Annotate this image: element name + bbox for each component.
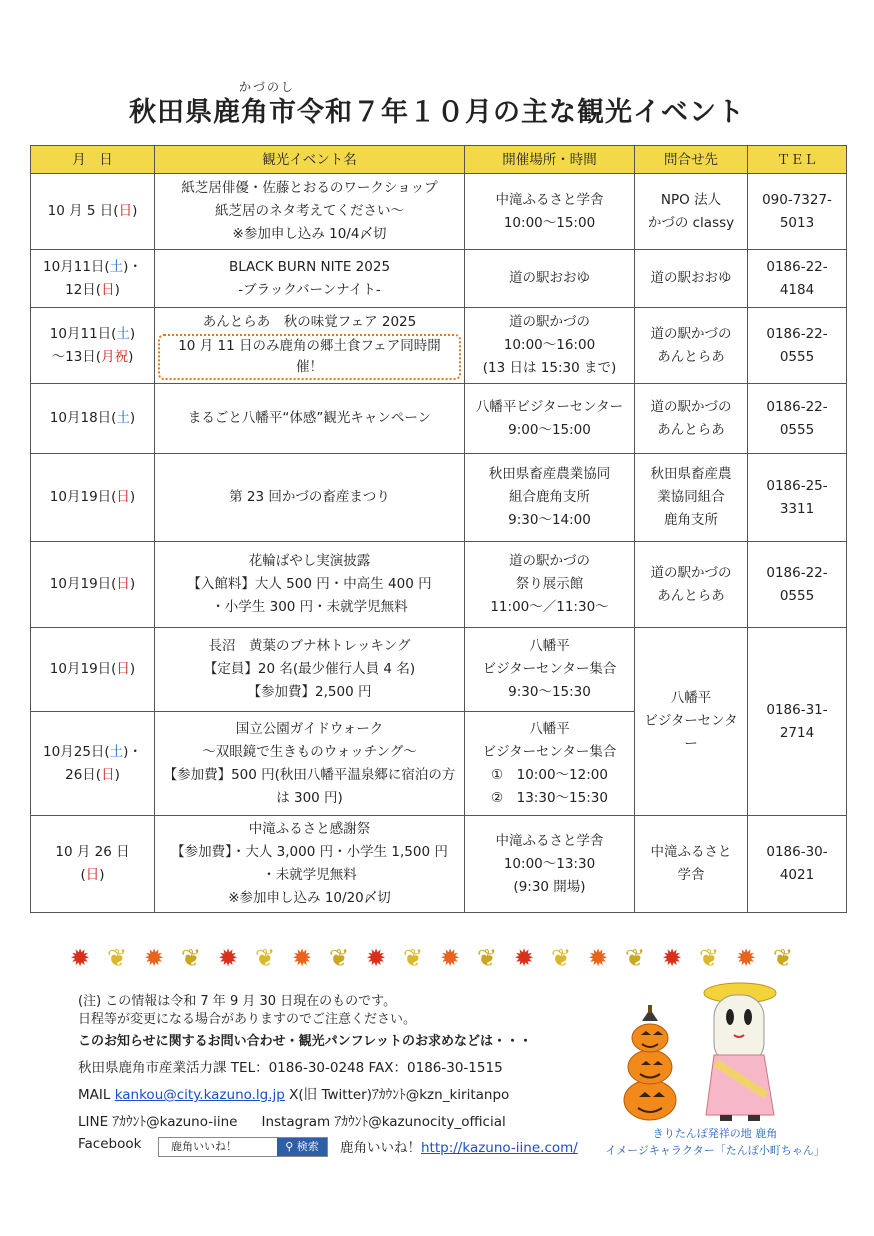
cell-event [155, 384, 465, 454]
cell-tel-line: 4021 [779, 867, 815, 883]
cell-tel-line: 0186-30- [766, 844, 828, 860]
header-event: 観光イベント名 [155, 146, 465, 174]
ginkgo-leaf-icon: ❦ [403, 944, 424, 972]
date-text: 12日( [65, 281, 102, 298]
tanpo-komachi-character-icon [704, 983, 776, 1121]
cell-place-line: 10:00～16:00 [503, 337, 596, 353]
maple-leaf-icon: ✹ [292, 944, 313, 972]
cell-place-line: 祭り展示館 [515, 576, 584, 592]
cell-tel-line: 0186-31- [766, 701, 828, 718]
cell-event-line: ・未就学児無料 [262, 867, 357, 883]
ginkgo-leaf-icon: ❦ [329, 944, 350, 972]
note-date: (注) この情報は令和 7 年 9 月 30 日現在のものです。 [78, 994, 397, 1009]
cell-event-line: 【定員】20 名(最少催行人員 4 名) [203, 661, 416, 677]
date-text: 10 月 26 日 [55, 844, 130, 860]
cell-tel-line: 0186-25- [766, 477, 828, 494]
cell-event-line: -ブラックバーンナイト- [238, 281, 381, 298]
ginkgo-leaf-icon: ❦ [181, 944, 202, 972]
cell-tel-line: 0186-22- [766, 258, 828, 275]
cell-place-line: 秋田県畜産農業協同 [488, 466, 611, 482]
cell-contact-line: かづの classy [647, 214, 735, 231]
cell-event-line: ※参加申し込み 10/4〆切 [232, 226, 387, 242]
cell-event [155, 816, 465, 913]
cell-place-line: 9:00～15:00 [508, 421, 591, 438]
cell-tel-line: 0186-22- [766, 325, 828, 342]
header-tel: ＴＥＬ [748, 146, 847, 174]
cell-contact [635, 384, 748, 454]
cell-contact-line: 業協同組合 [657, 489, 725, 505]
date-text: ) [129, 489, 136, 505]
cell-date [31, 542, 155, 628]
ginkgo-leaf-icon: ❦ [107, 944, 128, 972]
date-text: ) [129, 410, 136, 426]
cell-tel [748, 816, 847, 913]
ginkgo-leaf-icon: ❦ [551, 944, 572, 972]
maple-leaf-icon: ✹ [588, 944, 609, 972]
facebook-search-label: 検索 [296, 1140, 319, 1153]
weekday-label: 日 [118, 203, 133, 219]
header-date: 月 日 [31, 146, 155, 174]
cell-tel-line: 3311 [779, 500, 815, 517]
weekday-label: 日 [116, 661, 130, 677]
cell-place-line: 中滝ふるさと学舎 [495, 832, 604, 849]
cell-event [155, 628, 465, 712]
cell-place-line: 組合鹿角支所 [509, 489, 590, 505]
date-text: 10月25日( [43, 743, 110, 760]
cell-place [465, 712, 635, 816]
cell-contact-line: 鹿角支所 [664, 512, 718, 528]
cell-date [31, 712, 155, 816]
cell-tel-line: 0555 [779, 587, 815, 604]
sns-line [78, 1110, 506, 1130]
facebook-label: Facebook [78, 1136, 142, 1152]
ginkgo-leaf-icon: ❦ [773, 944, 794, 972]
cell-contact-line: 道の駅おおゆ [650, 270, 732, 286]
date-text: ) [99, 867, 105, 883]
cell-tel [748, 628, 847, 816]
cell-contact-line: 道の駅かづの [650, 325, 732, 342]
cell-event-line: まるごと八幡平“体感”観光キャンペーン [187, 410, 432, 426]
event-highlight-note: 10 月 11 日のみ鹿角の郷土食フェア同時開催！ [158, 334, 461, 380]
date-text: 10月19日( [49, 576, 117, 592]
date-text: 10月19日( [49, 489, 117, 505]
cell-date [31, 816, 155, 913]
header-place: 開催場所・時間 [465, 146, 635, 174]
cell-place-line: 道の駅かづの [509, 553, 590, 569]
cell-place [465, 542, 635, 628]
date-text: )・ [123, 258, 142, 275]
cell-place-line: 中滝ふるさと学舎 [495, 191, 604, 208]
cell-place-line: 9:30～15:30 [508, 684, 591, 700]
line-account: LINE ｱｶｳﾝﾄ@kazuno-iine [78, 1114, 238, 1130]
cell-place-line: 道の駅かづの [509, 314, 590, 330]
date-text: )・ [123, 743, 142, 760]
cell-place-line: ② 13:30～15:30 [491, 789, 608, 806]
cell-place-line: ① 10:00～12:00 [491, 766, 608, 783]
date-text: ) [128, 348, 134, 365]
office-contact: 秋田県鹿角市産業活力課 TEL：0186-30-0248 FAX：0186-30-1515 [78, 1060, 503, 1076]
cell-contact [635, 542, 748, 628]
cell-place-line: ビジターセンター集合 [482, 661, 617, 677]
cell-place-line: ビジターセンター集合 [482, 743, 617, 760]
date-text: ) [129, 325, 136, 342]
cell-event [155, 454, 465, 542]
autumn-leaves-border [70, 943, 810, 977]
cell-event-line: 【参加費】2,500 円 [247, 684, 372, 700]
table-row [31, 174, 847, 250]
date-text: 10月11日( [43, 258, 110, 275]
cell-tel [748, 454, 847, 542]
table-row [31, 628, 847, 712]
cell-contact [635, 816, 748, 913]
ginkgo-leaf-icon: ❦ [625, 944, 646, 972]
cell-contact-line: あんとらあ [657, 421, 725, 438]
mascot-caption-2: イメージキャラクター「たんぽ小町ちゃん」 [605, 1144, 825, 1157]
search-icon: ⚲ [285, 1140, 297, 1153]
inquiry-heading: このお知らせに関するお問い合わせ・観光パンフレットのお求めなどは・・・ [78, 1034, 532, 1049]
cell-event-line: あんとらあ 秋の味覚フェア 2025 [202, 314, 417, 330]
cell-place [465, 308, 635, 384]
date-text: 10月11日( [49, 325, 117, 342]
mascot-caption-1: きりたんぽ発祥の地 鹿角 [652, 1127, 778, 1140]
date-text: 26日( [65, 766, 102, 783]
cell-event-line: 【入館料】大人 500 円・中高生 400 円 [187, 576, 432, 592]
site-link[interactable]: http://kazuno-iine.com/ [421, 1140, 578, 1156]
cell-contact-line: 秋田県畜産農 [650, 466, 732, 482]
cell-place-line: 11:00～／11:30～ [490, 599, 609, 615]
cell-event-line: 長沼 黄葉のブナ林トレッキング [208, 638, 411, 654]
cell-place [465, 384, 635, 454]
table-row [31, 542, 847, 628]
mail-link[interactable]: kankou@city.kazuno.lg.jp [114, 1087, 285, 1103]
maple-leaf-icon: ✹ [514, 944, 535, 972]
cell-event-line: BLACK BURN NITE 2025 [228, 258, 391, 275]
cell-event [155, 542, 465, 628]
cell-tel [748, 250, 847, 308]
header-contact: 問合せ先 [635, 146, 748, 174]
cell-contact [635, 250, 748, 308]
cell-contact-line: 道の駅かづの [650, 564, 732, 581]
cell-event-line: 花輪ばやし実演披露 [248, 553, 371, 569]
cell-place [465, 454, 635, 542]
cell-tel [748, 542, 847, 628]
cell-tel-line: 0186-22- [766, 564, 828, 581]
date-text: ) [129, 661, 136, 677]
cell-contact-line: ビジターセンター [644, 713, 738, 752]
cell-place-line: 道の駅おおゆ [509, 270, 590, 286]
mail-line [78, 1083, 509, 1103]
cell-event-line: 紙芝居のネタ考えてください～ [215, 203, 404, 219]
cell-event-line: 紙芝居俳優・佐藤とおるのワークショップ [181, 180, 438, 196]
cell-place-line: (9:30 開場) [513, 878, 586, 895]
weekday-label: 月祝 [101, 348, 129, 365]
maple-leaf-icon: ✹ [662, 944, 683, 972]
instagram-account: Instagram ｱｶｳﾝﾄ@kazunocity_official [261, 1114, 506, 1130]
weekday-label: 日 [116, 576, 130, 592]
date-text: ) [114, 281, 120, 298]
cell-contact-line: 中滝ふるさと [650, 844, 732, 860]
ginkgo-leaf-icon: ❦ [477, 944, 498, 972]
date-text: 10月18日( [49, 410, 117, 426]
cell-contact-line: NPO 法人 [660, 191, 722, 208]
cell-event-line: 第 23 回かづの畜産まつり [229, 489, 390, 505]
table-row [31, 308, 847, 384]
cell-place-line: 10:00～15:00 [503, 214, 596, 231]
cell-place [465, 628, 635, 712]
cell-tel [748, 384, 847, 454]
cell-event [155, 174, 465, 250]
cell-contact [635, 174, 748, 250]
cell-contact-line: 学舎 [677, 867, 705, 883]
cell-place [465, 174, 635, 250]
cell-tel-line: 0555 [779, 348, 815, 365]
weekday-label: 土 [116, 410, 130, 426]
weekday-label: 土 [109, 743, 124, 760]
date-text: ) [129, 576, 136, 592]
date-text: ) [114, 766, 120, 783]
date-text: 10 月 5 日( [47, 203, 119, 219]
cell-event [155, 250, 465, 308]
date-text: ～13日( [51, 348, 102, 365]
cell-event [155, 308, 465, 384]
title-ruby: かづのし [238, 80, 295, 94]
cell-event-line: 国立公園ガイドウォーク [235, 720, 384, 737]
cell-place-line: 9:30～14:00 [508, 512, 591, 528]
cell-event [155, 712, 465, 816]
cell-date [31, 454, 155, 542]
cell-place-line: 10:00～13:30 [503, 855, 596, 872]
cell-place-line: 八幡平ビジターセンター [475, 398, 624, 415]
weekday-label: 日 [85, 867, 100, 883]
cell-event-line: 中滝ふるさと感謝祭 [248, 821, 371, 837]
cell-date [31, 384, 155, 454]
cell-contact-line: 道の駅かづの [650, 398, 732, 415]
pumpkin-stack-icon [624, 1005, 676, 1120]
table-row [31, 250, 847, 308]
weekday-label: 日 [101, 281, 115, 298]
events-table [30, 145, 847, 913]
facebook-search-button[interactable] [277, 1138, 327, 1156]
table-header-row [31, 146, 847, 174]
weekday-label: 土 [116, 325, 130, 342]
cell-place-line: (13 日は 15:30 まで) [482, 360, 617, 376]
table-row [31, 454, 847, 542]
cell-contact [635, 628, 748, 816]
cell-date [31, 308, 155, 384]
cell-tel-line: 5013 [779, 214, 815, 231]
maple-leaf-icon: ✹ [218, 944, 239, 972]
ginkgo-leaf-icon: ❦ [255, 944, 276, 972]
cell-event-line: ・小学生 300 円・未就学児無料 [211, 599, 408, 615]
cell-contact-line: あんとらあ [657, 587, 725, 604]
maple-leaf-icon: ✹ [366, 944, 387, 972]
date-text: ) [132, 203, 138, 219]
cell-tel [748, 308, 847, 384]
facebook-search [158, 1137, 328, 1157]
cell-contact-line: あんとらあ [657, 348, 725, 365]
ginkgo-leaf-icon: ❦ [699, 944, 720, 972]
weekday-label: 日 [116, 489, 130, 505]
maple-leaf-icon: ✹ [440, 944, 461, 972]
cell-event-line: 【参加費】・大人 3,000 円・小学生 1,500 円 [171, 844, 448, 860]
cell-place [465, 250, 635, 308]
maple-leaf-icon: ✹ [70, 944, 91, 972]
date-text: ( [80, 867, 86, 883]
maple-leaf-icon: ✹ [144, 944, 165, 972]
cell-contact [635, 308, 748, 384]
cell-contact-line: 八幡平 [670, 690, 712, 706]
mascot-illustration [602, 975, 832, 1125]
cell-tel-line: 2714 [779, 724, 815, 741]
note-change: 日程等が変更になる場合がありますのでご注意ください。 [78, 1012, 417, 1027]
twitter-account: X(旧 Twitter)ｱｶｳﾝﾄ@kzn_kiritanpo [289, 1087, 510, 1103]
date-text: 10月19日( [49, 661, 117, 677]
weekday-label: 土 [109, 258, 124, 275]
weekday-label: 日 [101, 766, 115, 783]
cell-contact [635, 454, 748, 542]
facebook-search-input[interactable]: 鹿角いいね！ [159, 1138, 277, 1156]
table-row [31, 384, 847, 454]
cell-date [31, 628, 155, 712]
cell-date [31, 250, 155, 308]
cell-tel-line: 090-7327- [762, 191, 832, 208]
cell-event-line: ～双眼鏡で生きものウォッチング～ [202, 743, 417, 760]
site-label: 鹿角いいね！ [340, 1140, 421, 1156]
cell-date [31, 174, 155, 250]
cell-event-line: は 300 円) [276, 789, 343, 806]
cell-place [465, 816, 635, 913]
cell-tel-line: 4184 [779, 281, 815, 298]
site-line [340, 1136, 578, 1156]
cell-tel-line: 0555 [779, 421, 815, 438]
cell-event-line: 【参加費】500 円(秋田八幡平温泉郷に宿泊の方 [163, 766, 456, 783]
mail-label: MAIL [78, 1087, 115, 1103]
table-row [31, 816, 847, 913]
cell-event-line: ※参加申し込み 10/20〆切 [228, 890, 391, 906]
cell-tel [748, 174, 847, 250]
cell-place-line: 八幡平 [529, 720, 570, 737]
cell-tel-line: 0186-22- [766, 398, 828, 415]
maple-leaf-icon: ✹ [736, 944, 757, 972]
cell-place-line: 八幡平 [529, 638, 570, 654]
page-title: 秋田県鹿角市令和７年１０月の主な観光イベント [129, 97, 745, 128]
